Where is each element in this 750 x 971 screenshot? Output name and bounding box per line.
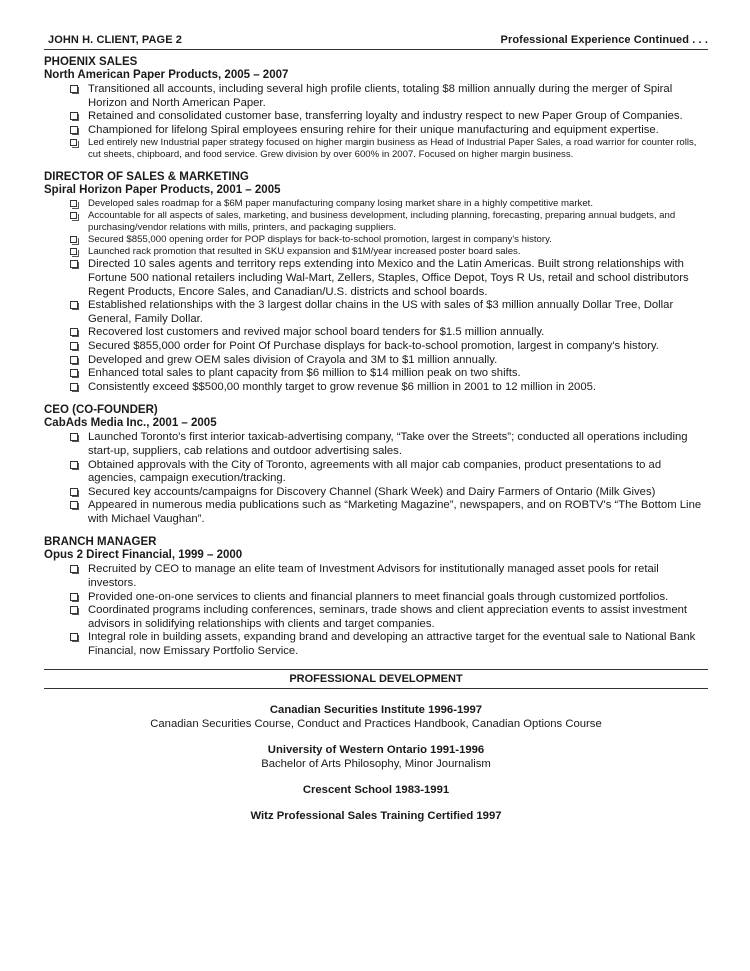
job-bullets xyxy=(44,431,708,526)
bullet-item: Directed 10 sales agents and territory reps extending into Mexico and the Latin Americas. Built strong relationships with Fortune 500 national retailers including Wal-Mart, Zellers, Staples, Office Depot, Toys R Us, retail and school distributors Regent Products, Encore Sales, and Canadian/U.S. districts and school boards. xyxy=(44,258,708,299)
job-company: CabAds Media Inc., 2001 – 2005 xyxy=(44,417,217,430)
bullet-item: Launched rack promotion that resulted in SKU expansion and $1M/year increased poster board sales. xyxy=(44,246,708,258)
pd-entry-detail: Bachelor of Arts Philosophy, Minor Journalism xyxy=(261,757,491,770)
bullet-item: Recovered lost customers and revived major school board tenders for $1.5 million annually. xyxy=(44,326,708,340)
bullet-item: Secured key accounts/campaigns for Discovery Channel (Shark Week) and Dairy Farmers of Ontario (Milk Gives) xyxy=(44,486,708,500)
bullet-item: Provided one-on-one services to clients and financial planners to meet financial goals through customized portfolios. xyxy=(44,591,708,605)
header-section-continued: Professional Experience Continued . . . xyxy=(500,34,708,46)
checkbox-bullet-icon xyxy=(70,369,78,377)
bullet-item: Coordinated programs including conferences, seminars, trade shows and client appreciation events to assist investment advisors in solidifying relationships with clients and target companies. xyxy=(44,604,708,631)
checkbox-bullet-icon xyxy=(70,139,77,146)
header-rule xyxy=(44,49,708,50)
checkbox-bullet-icon xyxy=(70,200,77,207)
bullet-item: Recruited by CEO to manage an elite team of Investment Advisors for institutionally managed asset pools for retail investors. xyxy=(44,563,708,590)
checkbox-bullet-icon xyxy=(70,301,78,309)
job-bullets xyxy=(44,563,708,658)
bullet-item: Launched Toronto's first interior taxicab-advertising company, “Take over the Streets”; conducted all operations including start-up, suppliers, cab relations and outdoor advertising sales. xyxy=(44,431,708,458)
pd-entry xyxy=(44,703,708,731)
job-title: CEO (CO-FOUNDER) xyxy=(44,404,158,417)
section-title-professional-development: PROFESSIONAL DEVELOPMENT xyxy=(289,672,463,685)
bullet-item: Secured $855,000 order for Point Of Purchase displays for back-to-school promotion, largest in company's history. xyxy=(44,340,708,354)
checkbox-bullet-icon xyxy=(70,260,78,268)
pd-entry xyxy=(44,809,708,823)
checkbox-bullet-icon xyxy=(70,383,78,391)
checkbox-bullet-icon xyxy=(70,212,77,219)
pd-entry-name: Canadian Securities Institute 1996-1997 xyxy=(269,703,483,716)
pd-entry-name: University of Western Ontario 1991-1996 xyxy=(267,743,485,756)
pd-entry-name: Crescent School 1983-1991 xyxy=(302,783,450,796)
bullet-item: Appeared in numerous media publications such as “Marketing Magazine”, newspapers, and on ROBTV's “The Bottom Line with Michael Vaughan”. xyxy=(44,499,708,526)
job-branch-manager xyxy=(44,536,708,658)
bullet-item: Integral role in building assets, expanding brand and developing an attractive target for the eventual sale to National Bank Financial, now Emissary Portfolio Service. xyxy=(44,631,708,658)
checkbox-bullet-icon xyxy=(70,342,78,350)
job-title: DIRECTOR OF SALES & MARKETING xyxy=(44,171,249,184)
job-title: BRANCH MANAGER xyxy=(44,536,157,549)
pd-entry xyxy=(44,743,708,771)
bullet-item: Secured $855,000 opening order for POP displays for back-to-school promotion, largest in company's history. xyxy=(44,234,708,246)
pd-entry-name: Witz Professional Sales Training Certified 1997 xyxy=(250,809,502,822)
checkbox-bullet-icon xyxy=(70,85,78,93)
pd-entry xyxy=(44,783,708,797)
checkbox-bullet-icon xyxy=(70,461,78,469)
bullet-item: Led entirely new Industrial paper strategy focused on higher margin business as Head of Industrial Paper Sales, a road warrior for counter rolls, cut sheets, chipboard, and food service. Grew division by over 600% in 2007. Focused on higher margin business. xyxy=(44,137,708,161)
bullet-item: Enhanced total sales to plant capacity from $6 million to $14 million peak on two shifts. xyxy=(44,367,708,381)
job-company: Opus 2 Direct Financial, 1999 – 2000 xyxy=(44,549,243,562)
section-rule xyxy=(44,688,708,689)
job-bullets xyxy=(44,198,708,394)
job-phoenix-sales xyxy=(44,56,708,161)
checkbox-bullet-icon xyxy=(70,488,78,496)
job-company: Spiral Horizon Paper Products, 2001 – 2005 xyxy=(44,184,281,197)
bullet-item: Championed for lifelong Spiral employees ensuring rehire for their unique manufacturing and equipment expertise. xyxy=(44,124,708,138)
checkbox-bullet-icon xyxy=(70,565,78,573)
checkbox-bullet-icon xyxy=(70,112,78,120)
checkbox-bullet-icon xyxy=(70,328,78,336)
bullet-item: Established relationships with the 3 largest dollar chains in the US with sales of $3 million annually Dollar Tree, Dollar General, Family Dollar. xyxy=(44,299,708,326)
bullet-item: Obtained approvals with the City of Toronto, agreements with all major cab companies, product presentations to ad agencies, campaign execution/tracking. xyxy=(44,459,708,486)
job-title: PHOENIX SALES xyxy=(44,56,138,68)
bullet-item: Developed sales roadmap for a $6M paper manufacturing company losing market share in a highly competitive market. xyxy=(44,198,708,210)
bullet-item: Retained and consolidated customer base, transferring loyalty and industry respect to new Paper Group of Companies. xyxy=(44,110,708,124)
job-bullets xyxy=(44,83,708,161)
bullet-item: Transitioned all accounts, including several high profile clients, totaling $8 million annually during the merger of Spiral Horizon and North American Paper. xyxy=(44,83,708,110)
bullet-item: Developed and grew OEM sales division of Crayola and 3M to $1 million annually. xyxy=(44,354,708,368)
checkbox-bullet-icon xyxy=(70,606,78,614)
checkbox-bullet-icon xyxy=(70,501,78,509)
header-name-page: JOHN H. CLIENT, PAGE 2 xyxy=(48,34,183,46)
checkbox-bullet-icon xyxy=(70,356,78,364)
job-director-sales-marketing xyxy=(44,171,708,394)
checkbox-bullet-icon xyxy=(70,126,78,134)
bullet-item: Consistently exceed $$500,00 monthly target to grow revenue $6 million in 2001 to 12 million in 2005. xyxy=(44,381,708,395)
checkbox-bullet-icon xyxy=(70,593,78,601)
checkbox-bullet-icon xyxy=(70,236,77,243)
job-company: North American Paper Products, 2005 – 2007 xyxy=(44,69,289,81)
checkbox-bullet-icon xyxy=(70,433,78,441)
page-header xyxy=(44,34,708,49)
checkbox-bullet-icon xyxy=(70,633,78,641)
pd-entry-detail: Canadian Securities Course, Conduct and Practices Handbook, Canadian Options Course xyxy=(150,717,602,730)
checkbox-bullet-icon xyxy=(70,248,77,255)
job-ceo-cofounder xyxy=(44,404,708,526)
bullet-item: Accountable for all aspects of sales, marketing, and business development, including planning, forecasting, preparing annual budgets, and purchasing/vendor relations with mills, printers, and packaging suppliers. xyxy=(44,210,708,234)
